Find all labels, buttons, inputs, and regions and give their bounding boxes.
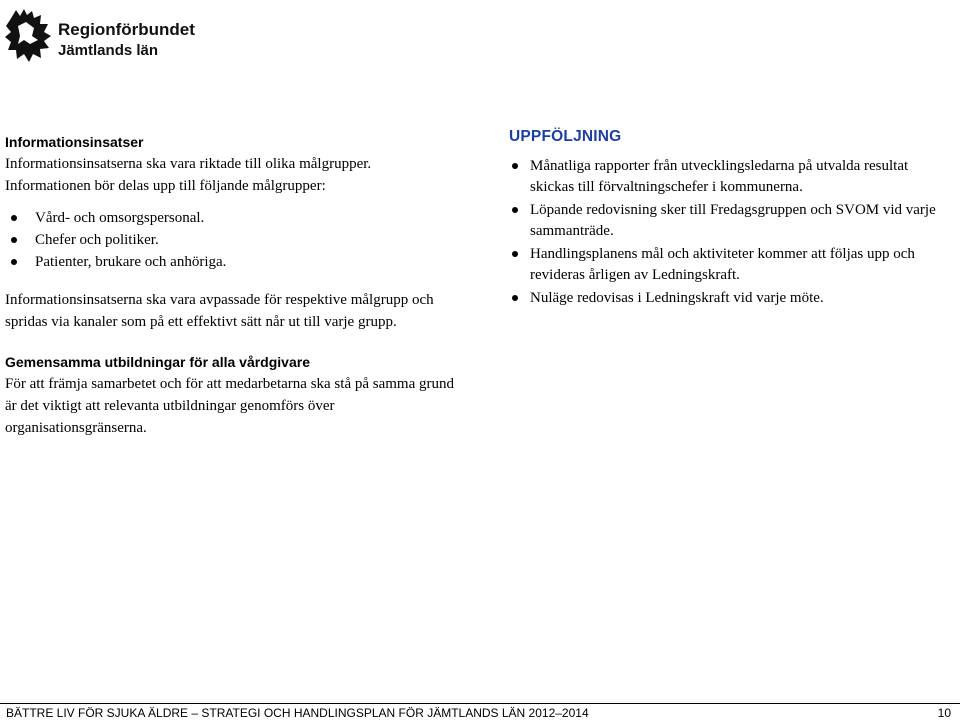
- list-item: Patienter, brukare och anhöriga.: [5, 251, 475, 273]
- org-name-line1: Regionförbundet: [58, 20, 195, 39]
- list-item: Månatliga rapporter från utvecklingsledarna på utvalda resultat skickas till förvaltningschefer i kommunerna.: [509, 156, 949, 198]
- list-item: Nuläge redovisas i Ledningskraft vid varje möte.: [509, 288, 949, 309]
- list-item: Löpande redovisning sker till Fredagsgruppen och SVOM vid varje sammanträde.: [509, 200, 949, 242]
- footer-title: BÄTTRE LIV FÖR SJUKA ÄLDRE – STRATEGI OCH HANDLINGSPLAN FÖR JÄMTLANDS LÄN 2012–2014: [6, 706, 589, 720]
- training-section: [5, 351, 465, 439]
- list-item: Handlingsplanens mål och aktiviteter kommer att följas upp och revideras årligen av Ledningskraft.: [509, 244, 949, 286]
- info-closing: Informationsinsatserna ska vara avpassade för respektive målgrupp och spridas via kanaler som på ett effektivt sätt når ut till varje grupp.: [5, 292, 434, 330]
- footer-divider: [0, 703, 960, 704]
- followup-heading: UPPFÖLJNING: [509, 128, 622, 145]
- info-heading: Informationsinsatser: [5, 134, 144, 150]
- target-group-list: [5, 207, 475, 273]
- list-item: Chefer och politiker.: [5, 229, 475, 251]
- training-heading: Gemensamma utbildningar för alla vårdgivare: [5, 354, 310, 370]
- followup-section: [509, 128, 949, 311]
- page-number: 10: [937, 706, 951, 720]
- info-intro-1: Informationsinsatserna ska vara riktade till olika målgrupper.: [5, 156, 372, 172]
- list-item: Vård- och omsorgspersonal.: [5, 207, 475, 229]
- training-body: För att främja samarbetet och för att medarbetarna ska stå på samma grund är det viktigt att relevanta utbildningar genomförs över organisationsgränserna.: [5, 376, 454, 436]
- org-logo: [4, 6, 194, 64]
- logo-mark-icon: [4, 6, 54, 64]
- org-name-line2: Jämtlands län: [58, 42, 159, 59]
- followup-list: [509, 156, 949, 309]
- info-section: [5, 131, 475, 333]
- info-intro-2: Informationen bör delas upp till följande målgrupper:: [5, 178, 326, 194]
